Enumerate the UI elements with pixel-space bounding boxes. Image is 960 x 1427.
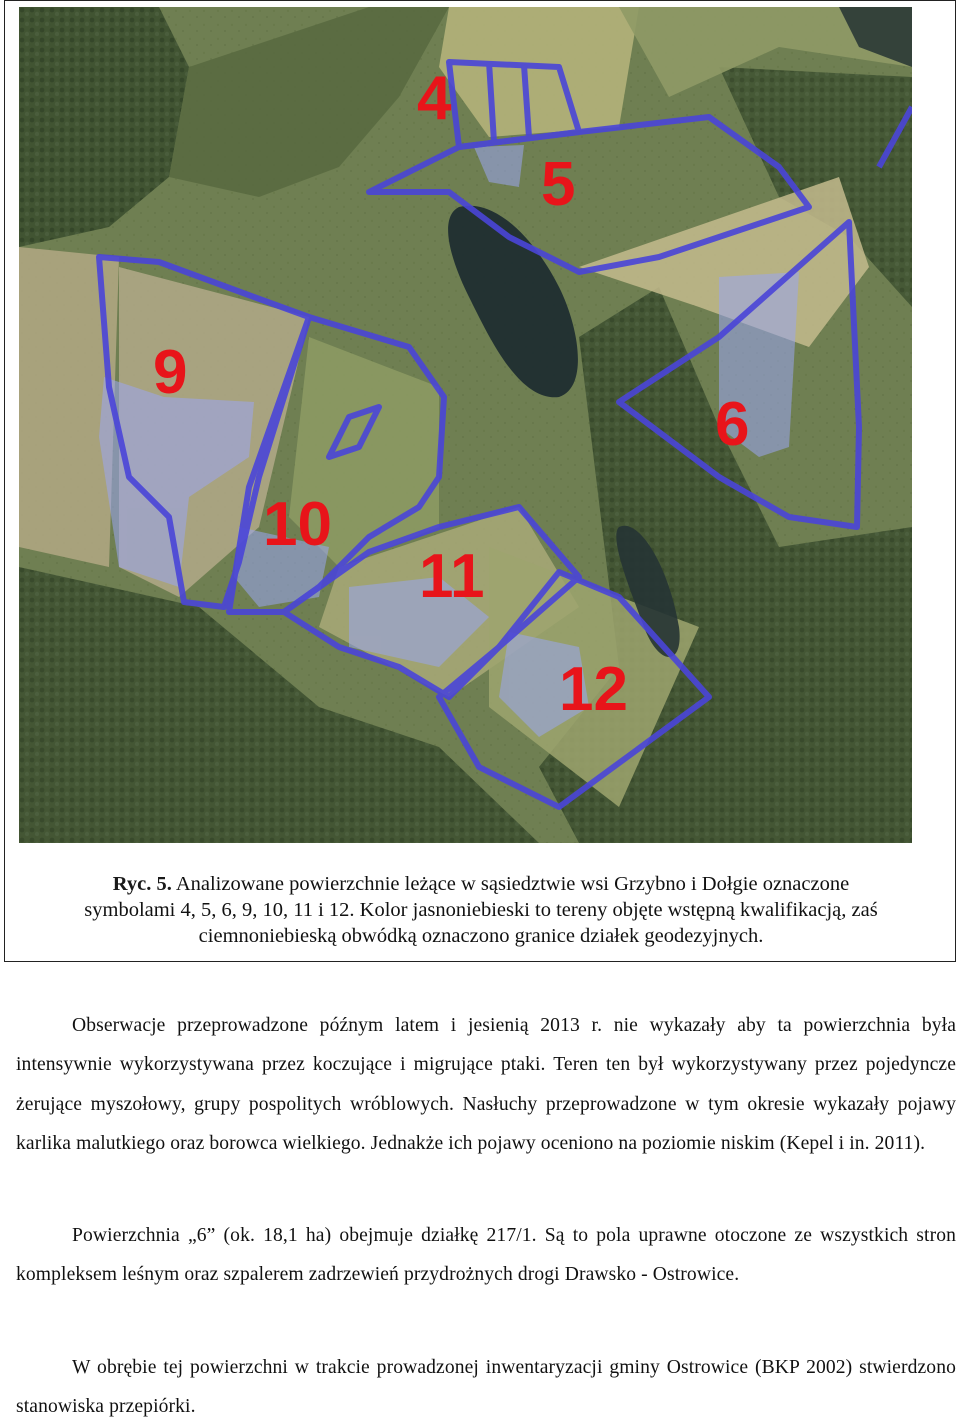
paragraph-1-text: Obserwacje przeprowadzone późnym latem i jesienią 2013 r. nie wykazały aby ta powierzchnia była intensywnie wykorzystywana przez koczujące i migrujące ptaki. Teren ten był wykorzystywany przez pojedyncze żerujące myszołowy, grupy pospolitych wróblowych. Nasłuchy przeprowadzone w tym okresie wykazały pojawy karlika malutkiego oraz borowca wielkiego. Jednakże ich pojawy oceniono na poziomie niskim (Kepel i in. 2011). (16, 1015, 956, 1154)
aerial-map (19, 7, 912, 843)
paragraph-observations (16, 1006, 956, 1163)
figure-caption (19, 871, 943, 949)
aerial-map-svg (19, 7, 912, 843)
paragraph-area-6 (16, 1216, 956, 1295)
paragraph-3-text: W obrębie tej powierzchni w trakcie prowadzonej inwentaryzacji gminy Ostrowice (BKP 2002) stwierdzono stanowiska przepiórki. (16, 1357, 956, 1418)
plot-label-6: 6 (715, 390, 750, 459)
plot-label-5: 5 (541, 150, 576, 219)
caption-label: Ryc. 5. (112, 873, 172, 895)
plot-label-10: 10 (263, 490, 332, 559)
paragraph-inventory (16, 1348, 956, 1427)
caption-line-1-text: Analizowane powierzchnie leżące w sąsiedztwie wsi Grzybno i Dołgie oznaczone (171, 873, 850, 895)
plot-label-4: 4 (417, 64, 452, 133)
figure-frame (4, 0, 956, 962)
caption-line-2: symbolami 4, 5, 6, 9, 10, 11 i 12. Kolor jasnoniebieski to tereny objęte wstępną kwalifikacją, zaś (84, 899, 878, 921)
plot-label-9: 9 (153, 338, 188, 407)
caption-line-1 (19, 871, 943, 897)
caption-line-3: ciemnoniebieską obwódką oznaczono granice działek geodezyjnych. (198, 925, 764, 947)
plot-label-11: 11 (419, 542, 485, 611)
plot-label-12: 12 (559, 655, 628, 724)
paragraph-2-text: Powierzchnia „6” (ok. 18,1 ha) obejmuje działkę 217/1. Są to pola uprawne otoczone ze wszystkich stron kompleksem leśnym oraz szpalerem zadrzewień przydrożnych drogi Drawsko - Ostrowice. (16, 1225, 956, 1286)
